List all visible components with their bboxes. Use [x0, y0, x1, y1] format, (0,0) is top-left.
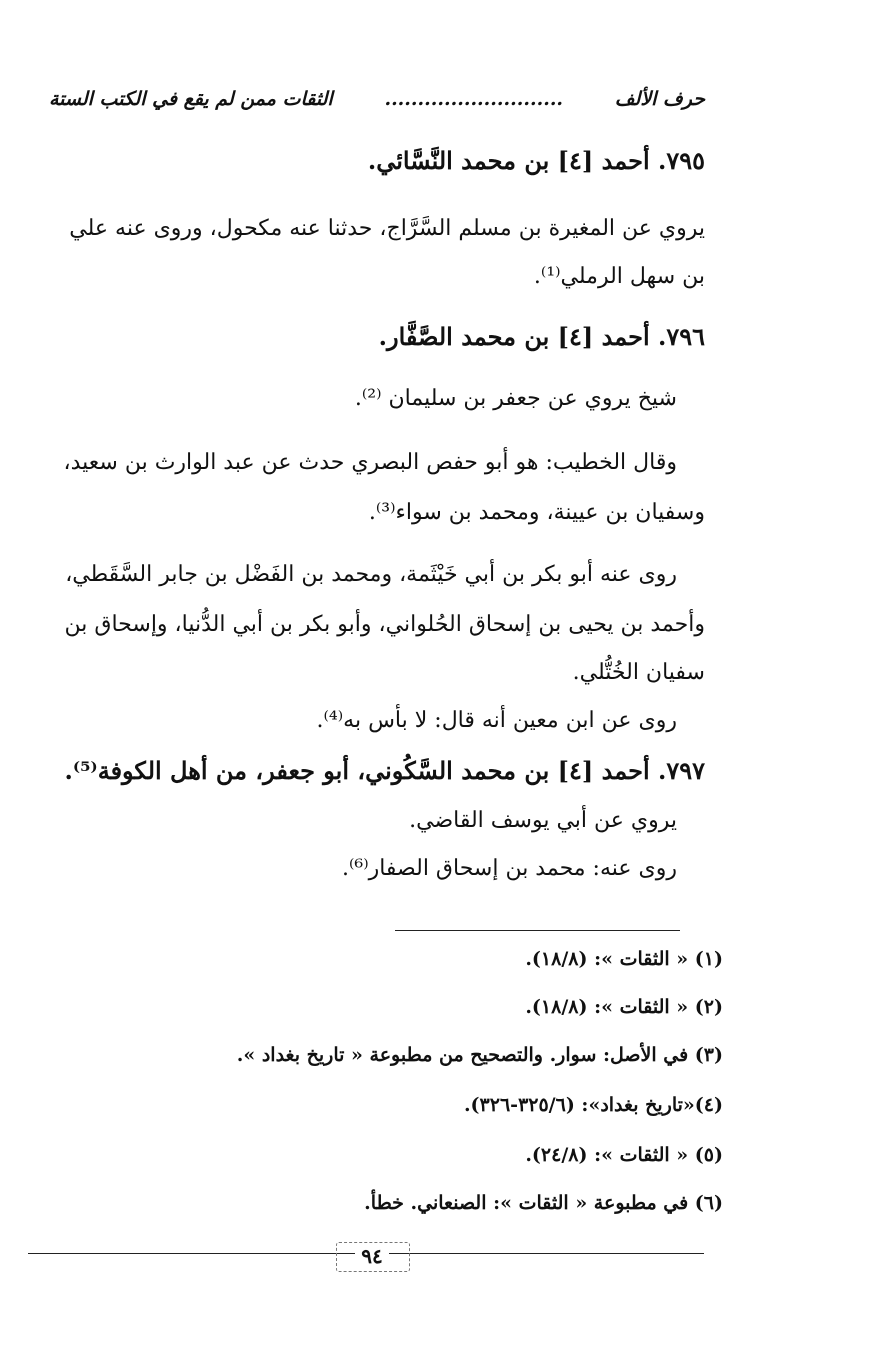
- body-line: روى عنه: محمد بن إسحاق الصفار⁽⁶⁾.: [341, 856, 677, 881]
- body-line: يروي عن أبي يوسف القاضي.: [409, 808, 677, 833]
- body-line: شيخ يروي عن جعفر بن سليمان ⁽²⁾.: [354, 386, 677, 411]
- body-line: سفيان الخُتُّلي.: [572, 660, 705, 685]
- footnote-2: (٢) « الثقات »: (١٨/٨).: [525, 996, 723, 1018]
- header-book-title: الثقات ممن لم يقع في الكتب الستة: [49, 88, 333, 110]
- body-line: وسفيان بن عيينة، ومحمد بن سواء⁽³⁾.: [368, 500, 705, 525]
- footnote-1: (١) « الثقات »: (١٨/٨).: [525, 948, 723, 970]
- entry-title-795: ٧٩٥. أحمد [٤] بن محمد النَّسَّائي.: [367, 146, 705, 175]
- header-dots: ...........................: [384, 88, 564, 110]
- body-line: روى عن ابن معين أنه قال: لا بأس به⁽⁴⁾.: [316, 708, 677, 733]
- footnote-6: (٦) في مطبوعة « الثقات »: الصنعاني. خطأ.: [364, 1192, 723, 1214]
- running-header: [49, 88, 705, 110]
- page-number: ٩٤: [355, 1244, 388, 1268]
- page-number-frame: [328, 1236, 416, 1276]
- body-line: يروي عن المغيرة بن مسلم السَّرَّاج، حدثنا عنه مكحول، وروى عنه علي: [69, 216, 705, 241]
- entry-title-796: ٧٩٦. أحمد [٤] بن محمد الصَّفَّار.: [378, 322, 705, 351]
- header-chapter: حرف الألف: [614, 88, 705, 110]
- body-line: وأحمد بن يحيى بن إسحاق الحُلواني، وأبو بكر بن أبي الدُّنيا، وإسحاق بن: [64, 612, 705, 637]
- body-line: روى عنه أبو بكر بن أبي خَيْثَمة، ومحمد بن الفَضْل بن جابر السَّقَطي،: [65, 562, 677, 587]
- footnote-4: (٤)«تاريخ بغداد»: (٣٢٥/٦-٣٢٦).: [463, 1094, 723, 1116]
- footnote-5: (٥) « الثقات »: (٢٤/٨).: [525, 1144, 723, 1166]
- body-line: وقال الخطيب: هو أبو حفص البصري حدث عن عبد الوارث بن سعيد،: [63, 450, 677, 475]
- footnote-3: (٣) في الأصل: سوار. والتصحيح من مطبوعة « تاريخ بغداد ».: [236, 1044, 723, 1066]
- entry-title-797: ٧٩٧. أحمد [٤] بن محمد السَّكُوني، أبو جعفر، من أهل الكوفة⁽⁵⁾.: [64, 756, 705, 785]
- body-line: بن سهل الرملي⁽¹⁾.: [533, 264, 705, 289]
- footnote-separator: [395, 930, 680, 931]
